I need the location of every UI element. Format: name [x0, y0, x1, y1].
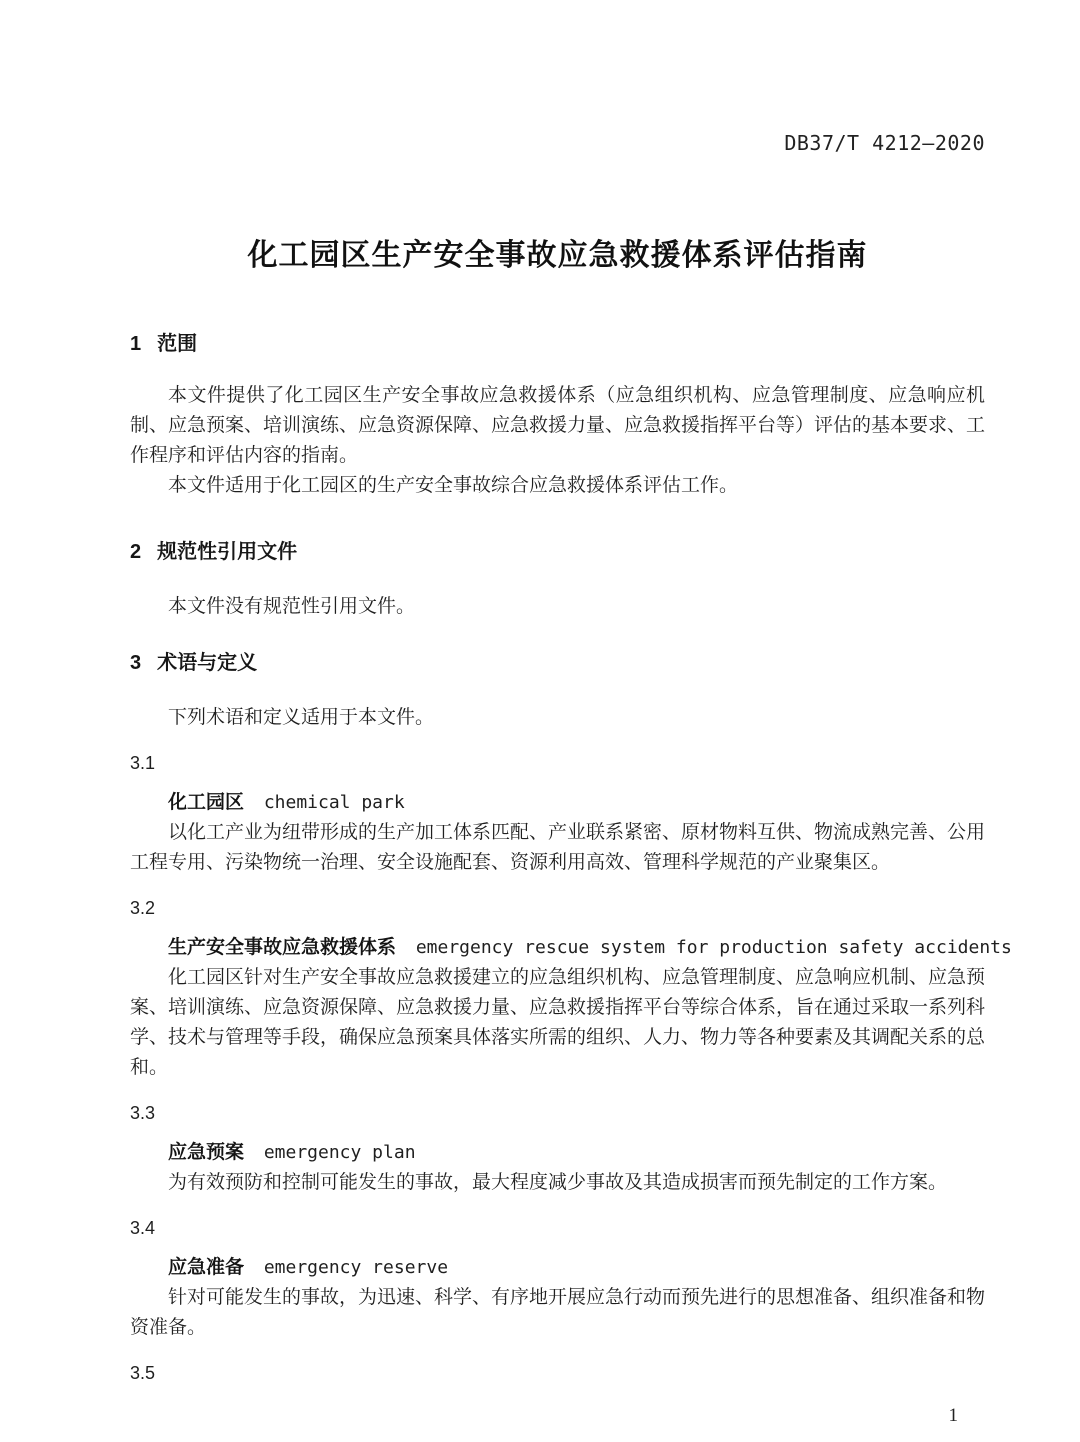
- term-zh: 生产安全事故应急救援体系: [168, 937, 397, 958]
- term-en: chemical park: [263, 792, 405, 813]
- section-heading-normative-references: [130, 537, 985, 567]
- section-number: 2: [130, 541, 142, 563]
- term-heading: [130, 1253, 985, 1283]
- term-heading: [130, 788, 985, 818]
- term-heading: [130, 933, 1012, 963]
- term-zh: 应急准备: [168, 1257, 245, 1278]
- term-zh: 化工园区: [168, 792, 245, 813]
- term-definition: 为有效预防和控制可能发生的事故，最大程度减少事故及其造成损害而预先制定的工作方案。: [168, 1172, 948, 1193]
- term-en: emergency reserve: [263, 1257, 449, 1278]
- standard-number: DB37/T 4212—2020: [784, 131, 985, 155]
- section-number: 3: [130, 652, 142, 674]
- section-heading-terms-definitions: [130, 648, 985, 678]
- paragraph: 本文件没有规范性引用文件。: [168, 596, 416, 617]
- section-heading-scope: [130, 329, 985, 359]
- term-en: emergency rescue system for production safety accidents: [415, 937, 1012, 958]
- term-definition: 以化工产业为纽带形成的生产加工体系匹配、产业联系紧密、原材物料互供、物流成熟完善、公用工程专用、污染物统一治理、安全设施配套、资源利用高效、管理科学规范的产业聚集区。: [130, 822, 986, 873]
- term-zh: 应急预案: [168, 1142, 245, 1163]
- term-heading: [130, 1138, 985, 1168]
- paragraph: 本文件提供了化工园区生产安全事故应急救援体系（应急组织机构、应急管理制度、应急响应机制、应急预案、培训演练、应急资源保障、应急救援力量、应急救援指挥平台等）评估的基本要求、工作程序和评估内容的指南。: [130, 385, 986, 466]
- section-number: 1: [130, 333, 142, 355]
- clause-number: 3.5: [130, 1363, 156, 1383]
- paragraph: 下列术语和定义适用于本文件。: [168, 707, 435, 728]
- clause-number: 3.1: [130, 753, 156, 773]
- clause-number: 3.2: [130, 898, 156, 918]
- clause-number: 3.4: [130, 1218, 156, 1238]
- page-title: 化工园区生产安全事故应急救援体系评估指南: [247, 239, 868, 272]
- section-title: 范围: [157, 333, 198, 355]
- term-definition: 化工园区针对生产安全事故应急救援建立的应急组织机构、应急管理制度、应急响应机制、应急预案、培训演练、应急资源保障、应急救援力量、应急救援指挥平台等综合体系，旨在通过采取一系列科学、技术与管理等手段，确保应急预案具体落实所需的组织、人力、物力等各种要素及其调配关系的总和。: [130, 967, 986, 1078]
- term-en: emergency plan: [263, 1142, 416, 1163]
- section-title: 规范性引用文件: [157, 541, 298, 563]
- paragraph: 本文件适用于化工园区的生产安全事故综合应急救援体系评估工作。: [168, 475, 739, 496]
- term-definition: 针对可能发生的事故，为迅速、科学、有序地开展应急行动而预先进行的思想准备、组织准备和物资准备。: [130, 1287, 986, 1338]
- page-number: 1: [948, 1405, 958, 1426]
- clause-number: 3.3: [130, 1103, 156, 1123]
- section-title: 术语与定义: [157, 652, 258, 674]
